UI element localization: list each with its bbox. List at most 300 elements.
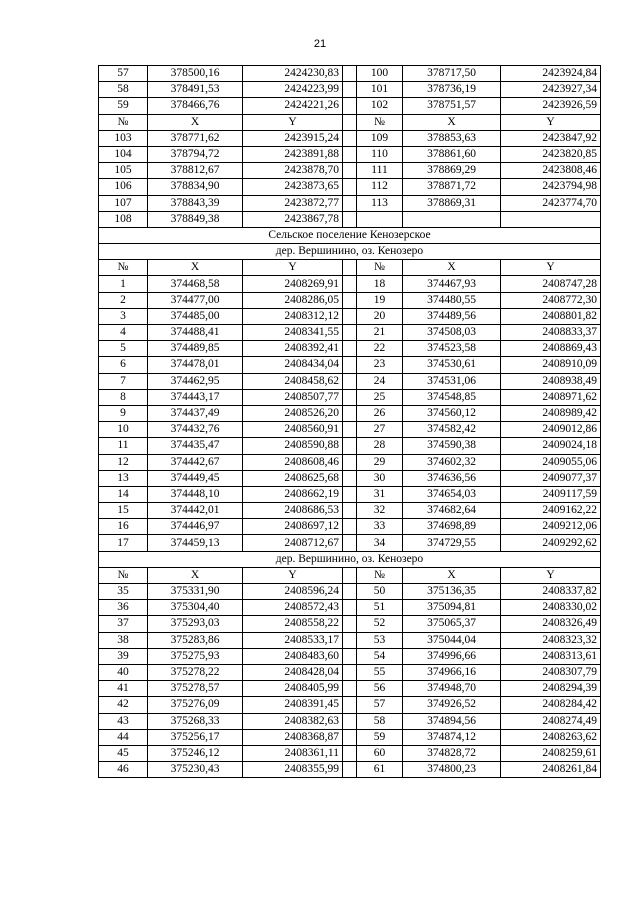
coord-y: 2408560,91 xyxy=(243,422,343,438)
column-header-x: X xyxy=(403,567,501,583)
point-number: 9 xyxy=(99,405,148,421)
point-number: 6 xyxy=(99,357,148,373)
point-number: 34 xyxy=(357,535,403,551)
coord-y: 2408507,77 xyxy=(243,389,343,405)
column-gap xyxy=(343,567,357,583)
column-gap xyxy=(343,422,357,438)
coord-y: 2409117,59 xyxy=(501,486,601,502)
point-number: 44 xyxy=(99,729,148,745)
point-number: 57 xyxy=(99,66,148,82)
point-number: 36 xyxy=(99,600,148,616)
coord-x: 375256,17 xyxy=(148,729,243,745)
coord-x: 374548,85 xyxy=(403,389,501,405)
point-number: 11 xyxy=(99,438,148,454)
coord-x: 375136,35 xyxy=(403,584,501,600)
column-header-row xyxy=(99,260,601,276)
coord-x: 378771,62 xyxy=(148,130,243,146)
coord-y: 2408428,04 xyxy=(243,664,343,680)
column-gap xyxy=(343,729,357,745)
coord-y: 2408286,05 xyxy=(243,292,343,308)
coord-x: 375268,33 xyxy=(148,713,243,729)
coord-x: 378812,67 xyxy=(148,163,243,179)
coord-x: 375276,09 xyxy=(148,697,243,713)
point-number: 108 xyxy=(99,211,148,227)
section-title: Сельское поселение Кенозерское xyxy=(99,227,601,243)
coord-y: 2408261,84 xyxy=(501,762,601,778)
point-number: 106 xyxy=(99,179,148,195)
coord-x: 378500,16 xyxy=(148,66,243,82)
point-number: 37 xyxy=(99,616,148,632)
coord-y: 2408772,30 xyxy=(501,292,601,308)
point-number: 38 xyxy=(99,632,148,648)
section-header-row xyxy=(99,227,601,243)
table-row xyxy=(99,82,601,98)
coord-x: 374531,06 xyxy=(403,373,501,389)
column-gap xyxy=(343,616,357,632)
coord-y: 2423924,84 xyxy=(501,66,601,82)
point-number: 52 xyxy=(357,616,403,632)
coord-x: 374446,97 xyxy=(148,519,243,535)
table-row xyxy=(99,454,601,470)
table-row xyxy=(99,438,601,454)
coord-x: 374590,38 xyxy=(403,438,501,454)
column-gap xyxy=(343,114,357,130)
point-number: 29 xyxy=(357,454,403,470)
coord-x: 375094,81 xyxy=(403,600,501,616)
table-row xyxy=(99,341,601,357)
table-row xyxy=(99,98,601,114)
coord-x: 374477,00 xyxy=(148,292,243,308)
point-number: 14 xyxy=(99,486,148,502)
coord-x: 375065,37 xyxy=(403,616,501,632)
table-row xyxy=(99,519,601,535)
coord-x: 375044,04 xyxy=(403,632,501,648)
point-number: 107 xyxy=(99,195,148,211)
coord-x: 375304,40 xyxy=(148,600,243,616)
coord-x: 374459,13 xyxy=(148,535,243,551)
coord-y: 2408608,46 xyxy=(243,454,343,470)
table-row xyxy=(99,325,601,341)
table-row xyxy=(99,600,601,616)
page-number: 21 xyxy=(313,38,327,50)
column-gap xyxy=(343,179,357,195)
coord-y: 2423915,24 xyxy=(243,130,343,146)
column-gap xyxy=(343,745,357,761)
coord-y: 2408382,63 xyxy=(243,713,343,729)
coord-x: 374966,16 xyxy=(403,664,501,680)
coord-x: 374462,95 xyxy=(148,373,243,389)
point-number: 13 xyxy=(99,470,148,486)
point-number: 58 xyxy=(99,82,148,98)
point-number: 8 xyxy=(99,389,148,405)
column-gap xyxy=(343,292,357,308)
coord-y: 2408558,22 xyxy=(243,616,343,632)
column-header-y: Y xyxy=(243,567,343,583)
table-row xyxy=(99,713,601,729)
coord-x: 378794,72 xyxy=(148,146,243,162)
coord-y: 2408971,62 xyxy=(501,389,601,405)
point-number: 35 xyxy=(99,584,148,600)
point-number: 1 xyxy=(99,276,148,292)
point-number: 3 xyxy=(99,308,148,324)
column-header-x: X xyxy=(148,114,243,130)
point-number: 28 xyxy=(357,438,403,454)
coord-x: 374560,12 xyxy=(403,405,501,421)
point-number: 27 xyxy=(357,422,403,438)
point-number: 12 xyxy=(99,454,148,470)
point-number: 51 xyxy=(357,600,403,616)
coord-x: 374489,85 xyxy=(148,341,243,357)
coord-x: 374467,93 xyxy=(403,276,501,292)
coord-x xyxy=(403,211,501,227)
coord-x: 374654,03 xyxy=(403,486,501,502)
point-number: 7 xyxy=(99,373,148,389)
coord-y: 2408989,42 xyxy=(501,405,601,421)
coord-x: 375283,86 xyxy=(148,632,243,648)
point-number: 4 xyxy=(99,325,148,341)
table-row xyxy=(99,146,601,162)
coord-x: 375331,90 xyxy=(148,584,243,600)
column-header-row xyxy=(99,567,601,583)
coord-x: 374636,56 xyxy=(403,470,501,486)
coord-x: 378466,76 xyxy=(148,98,243,114)
table-row xyxy=(99,470,601,486)
table-row xyxy=(99,163,601,179)
point-number: 41 xyxy=(99,681,148,697)
point-number: 16 xyxy=(99,519,148,535)
coord-y: 2408712,67 xyxy=(243,535,343,551)
column-gap xyxy=(343,486,357,502)
point-number: 111 xyxy=(357,163,403,179)
table-row xyxy=(99,292,601,308)
coord-x: 378849,38 xyxy=(148,211,243,227)
coord-x: 375293,03 xyxy=(148,616,243,632)
coord-x: 374698,89 xyxy=(403,519,501,535)
point-number: 17 xyxy=(99,535,148,551)
coord-y: 2408405,99 xyxy=(243,681,343,697)
column-gap xyxy=(343,681,357,697)
column-header-y: Y xyxy=(501,114,601,130)
column-gap xyxy=(343,211,357,227)
column-gap xyxy=(343,762,357,778)
coord-y: 2409212,06 xyxy=(501,519,601,535)
point-number: 61 xyxy=(357,762,403,778)
coord-y: 2408341,55 xyxy=(243,325,343,341)
point-number: 56 xyxy=(357,681,403,697)
coord-y: 2408312,12 xyxy=(243,308,343,324)
coord-y: 2409055,06 xyxy=(501,454,601,470)
column-header-y: Y xyxy=(501,260,601,276)
coord-y: 2409292,62 xyxy=(501,535,601,551)
column-header-number: № xyxy=(357,567,403,583)
table-row xyxy=(99,308,601,324)
point-number: 100 xyxy=(357,66,403,82)
coord-y: 2408910,09 xyxy=(501,357,601,373)
point-number: 55 xyxy=(357,664,403,680)
coord-y xyxy=(501,211,601,227)
point-number: 109 xyxy=(357,130,403,146)
column-gap xyxy=(343,276,357,292)
coord-y: 2408391,45 xyxy=(243,697,343,713)
coord-x: 378717,50 xyxy=(403,66,501,82)
point-number: 104 xyxy=(99,146,148,162)
coord-y: 2408625,68 xyxy=(243,470,343,486)
point-number: 57 xyxy=(357,697,403,713)
coord-x: 374926,52 xyxy=(403,697,501,713)
point-number xyxy=(357,211,403,227)
column-gap xyxy=(343,438,357,454)
column-gap xyxy=(343,664,357,680)
column-gap xyxy=(343,535,357,551)
column-header-number: № xyxy=(99,567,148,583)
table-row xyxy=(99,584,601,600)
table-row xyxy=(99,616,601,632)
column-gap xyxy=(343,82,357,98)
column-gap xyxy=(343,470,357,486)
point-number: 25 xyxy=(357,389,403,405)
column-gap xyxy=(343,325,357,341)
coord-y: 2423891,88 xyxy=(243,146,343,162)
coord-x: 374828,72 xyxy=(403,745,501,761)
column-header-number: № xyxy=(99,114,148,130)
coord-x: 374523,58 xyxy=(403,341,501,357)
coord-y: 2424221,26 xyxy=(243,98,343,114)
table-row xyxy=(99,632,601,648)
coord-x: 374489,56 xyxy=(403,308,501,324)
coord-y: 2408274,49 xyxy=(501,713,601,729)
coord-y: 2408259,61 xyxy=(501,745,601,761)
coord-y: 2408526,20 xyxy=(243,405,343,421)
coord-y: 2408458,62 xyxy=(243,373,343,389)
column-header-y: Y xyxy=(243,114,343,130)
coord-x: 374480,55 xyxy=(403,292,501,308)
column-gap xyxy=(343,713,357,729)
table-row xyxy=(99,745,601,761)
coord-y: 2423872,77 xyxy=(243,195,343,211)
coord-x: 378834,90 xyxy=(148,179,243,195)
coordinates-table-body xyxy=(99,66,601,778)
coord-x: 374485,00 xyxy=(148,308,243,324)
coord-x: 374488,41 xyxy=(148,325,243,341)
coord-x: 374437,49 xyxy=(148,405,243,421)
coord-x: 374442,67 xyxy=(148,454,243,470)
coord-y: 2423878,70 xyxy=(243,163,343,179)
column-gap xyxy=(343,130,357,146)
point-number: 30 xyxy=(357,470,403,486)
point-number: 102 xyxy=(357,98,403,114)
point-number: 45 xyxy=(99,745,148,761)
point-number: 50 xyxy=(357,584,403,600)
coord-x: 378751,57 xyxy=(403,98,501,114)
coord-x: 378871,72 xyxy=(403,179,501,195)
point-number: 39 xyxy=(99,648,148,664)
coord-y: 2423820,85 xyxy=(501,146,601,162)
point-number: 105 xyxy=(99,163,148,179)
column-gap xyxy=(343,373,357,389)
coord-x: 374948,70 xyxy=(403,681,501,697)
column-header-row xyxy=(99,114,601,130)
column-gap xyxy=(343,195,357,211)
table-row xyxy=(99,664,601,680)
column-gap xyxy=(343,357,357,373)
coord-y: 2423873,65 xyxy=(243,179,343,195)
coord-y: 2408284,42 xyxy=(501,697,601,713)
table-row xyxy=(99,762,601,778)
point-number: 53 xyxy=(357,632,403,648)
coord-y: 2408330,02 xyxy=(501,600,601,616)
column-gap xyxy=(343,600,357,616)
table-row xyxy=(99,681,601,697)
point-number: 43 xyxy=(99,713,148,729)
coord-y: 2408307,79 xyxy=(501,664,601,680)
coord-y: 2408533,17 xyxy=(243,632,343,648)
coord-x: 374894,56 xyxy=(403,713,501,729)
point-number: 60 xyxy=(357,745,403,761)
coord-y: 2408392,41 xyxy=(243,341,343,357)
coord-x: 375230,43 xyxy=(148,762,243,778)
coord-x: 375278,57 xyxy=(148,681,243,697)
table-row xyxy=(99,503,601,519)
coord-y: 2408572,43 xyxy=(243,600,343,616)
coord-y: 2423867,78 xyxy=(243,211,343,227)
coord-x: 378491,53 xyxy=(148,82,243,98)
coord-y: 2408483,60 xyxy=(243,648,343,664)
point-number: 21 xyxy=(357,325,403,341)
coord-y: 2408337,82 xyxy=(501,584,601,600)
coord-y: 2423926,59 xyxy=(501,98,601,114)
table-row xyxy=(99,66,601,82)
coord-x: 375278,22 xyxy=(148,664,243,680)
coord-y: 2408361,11 xyxy=(243,745,343,761)
point-number: 54 xyxy=(357,648,403,664)
point-number: 18 xyxy=(357,276,403,292)
column-header-number: № xyxy=(357,114,403,130)
coord-x: 374442,01 xyxy=(148,503,243,519)
coord-y: 2408313,61 xyxy=(501,648,601,664)
coord-y: 2423794,98 xyxy=(501,179,601,195)
point-number: 110 xyxy=(357,146,403,162)
coord-x: 374448,10 xyxy=(148,486,243,502)
column-gap xyxy=(343,648,357,664)
coord-y: 2409077,37 xyxy=(501,470,601,486)
column-gap xyxy=(343,405,357,421)
coord-x: 374508,03 xyxy=(403,325,501,341)
table-row xyxy=(99,697,601,713)
column-header-x: X xyxy=(148,567,243,583)
column-gap xyxy=(343,697,357,713)
coord-y: 2423774,70 xyxy=(501,195,601,211)
column-header-y: Y xyxy=(501,567,601,583)
coord-y: 2408686,53 xyxy=(243,503,343,519)
table-row xyxy=(99,486,601,502)
point-number: 26 xyxy=(357,405,403,421)
column-gap xyxy=(343,146,357,162)
coord-y: 2409162,22 xyxy=(501,503,601,519)
coord-x: 374800,23 xyxy=(403,762,501,778)
coord-y: 2408355,99 xyxy=(243,762,343,778)
table-row xyxy=(99,179,601,195)
column-header-x: X xyxy=(403,260,501,276)
coord-y: 2408294,39 xyxy=(501,681,601,697)
coord-y: 2408697,12 xyxy=(243,519,343,535)
column-gap xyxy=(343,163,357,179)
column-gap xyxy=(343,260,357,276)
coord-x: 375275,93 xyxy=(148,648,243,664)
coord-y: 2423927,34 xyxy=(501,82,601,98)
coordinates-table xyxy=(98,65,601,778)
coord-x: 374443,17 xyxy=(148,389,243,405)
table-row xyxy=(99,276,601,292)
column-header-number: № xyxy=(357,260,403,276)
table-row xyxy=(99,130,601,146)
coord-x: 378869,31 xyxy=(403,195,501,211)
column-gap xyxy=(343,98,357,114)
column-header-number: № xyxy=(99,260,148,276)
point-number: 15 xyxy=(99,503,148,519)
coord-y: 2408662,19 xyxy=(243,486,343,502)
coord-y: 2408747,28 xyxy=(501,276,601,292)
coord-x: 375246,12 xyxy=(148,745,243,761)
coord-x: 378869,29 xyxy=(403,163,501,179)
column-header-y: Y xyxy=(243,260,343,276)
column-header-x: X xyxy=(403,114,501,130)
coord-y: 2408801,82 xyxy=(501,308,601,324)
coord-y: 2408323,32 xyxy=(501,632,601,648)
coord-y: 2409012,86 xyxy=(501,422,601,438)
column-gap xyxy=(343,341,357,357)
column-gap xyxy=(343,308,357,324)
coord-y: 2408263,62 xyxy=(501,729,601,745)
point-number: 23 xyxy=(357,357,403,373)
point-number: 42 xyxy=(99,697,148,713)
column-gap xyxy=(343,519,357,535)
point-number: 58 xyxy=(357,713,403,729)
table-row xyxy=(99,405,601,421)
section-title: дер. Вершинино, оз. Кенозеро xyxy=(99,551,601,567)
section-header-row xyxy=(99,551,601,567)
coord-y: 2408596,24 xyxy=(243,584,343,600)
table-row xyxy=(99,357,601,373)
point-number: 46 xyxy=(99,762,148,778)
coord-y: 2408326,49 xyxy=(501,616,601,632)
point-number: 113 xyxy=(357,195,403,211)
point-number: 59 xyxy=(99,98,148,114)
table-row xyxy=(99,648,601,664)
coord-y: 2408269,91 xyxy=(243,276,343,292)
coord-y: 2408368,87 xyxy=(243,729,343,745)
point-number: 40 xyxy=(99,664,148,680)
coord-x: 374478,01 xyxy=(148,357,243,373)
point-number: 103 xyxy=(99,130,148,146)
point-number: 101 xyxy=(357,82,403,98)
coord-x: 374602,32 xyxy=(403,454,501,470)
coord-x: 378861,60 xyxy=(403,146,501,162)
coord-x: 374530,61 xyxy=(403,357,501,373)
coord-x: 374874,12 xyxy=(403,729,501,745)
section-title: дер. Вершинино, оз. Кенозеро xyxy=(99,244,601,260)
coord-y: 2423808,46 xyxy=(501,163,601,179)
coord-x: 374435,47 xyxy=(148,438,243,454)
coord-y: 2408869,43 xyxy=(501,341,601,357)
point-number: 5 xyxy=(99,341,148,357)
coord-y: 2408833,37 xyxy=(501,325,601,341)
point-number: 112 xyxy=(357,179,403,195)
coord-x: 374729,55 xyxy=(403,535,501,551)
coord-y: 2423847,92 xyxy=(501,130,601,146)
column-gap xyxy=(343,632,357,648)
point-number: 24 xyxy=(357,373,403,389)
column-gap xyxy=(343,389,357,405)
